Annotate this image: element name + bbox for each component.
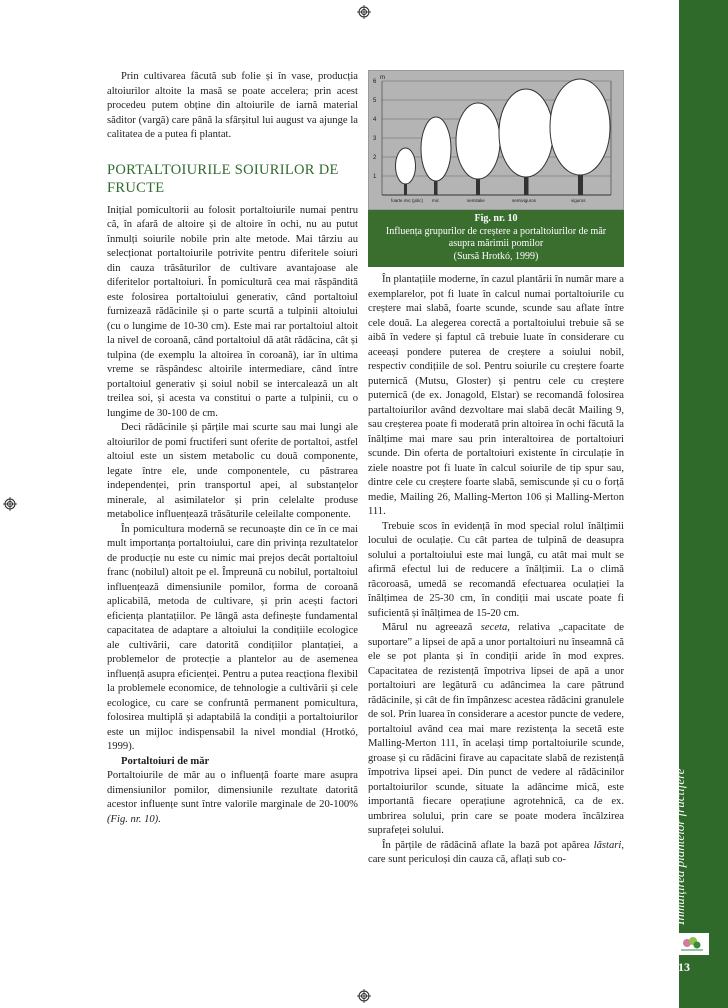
page-number: 13 bbox=[678, 960, 690, 974]
left-column bbox=[107, 70, 358, 827]
figure-tick-label: 1 bbox=[373, 174, 377, 180]
tree-size-figure bbox=[368, 70, 624, 210]
figure-x-label: foarte mic (pitic) bbox=[391, 198, 424, 203]
publisher-logo-icon bbox=[675, 933, 709, 955]
figure-tick-label: 5 bbox=[373, 98, 377, 104]
figure-source: (Sursă Hrotkó, 1999) bbox=[453, 250, 539, 262]
chapter-side-title: Înmulțirea plantelor fructifere bbox=[672, 768, 687, 925]
figure-tick-label: 4 bbox=[373, 117, 377, 123]
figure-reference: (Fig. nr. 10). bbox=[107, 813, 161, 825]
figure-axis-unit: m bbox=[380, 75, 385, 81]
figure-tick-label: 6 bbox=[373, 79, 377, 85]
figure-caption bbox=[368, 210, 624, 267]
section-title: PORTALTOIURILE SOIURILOR DE FRUCTE bbox=[107, 161, 339, 196]
figure-x-label: semitalie bbox=[467, 198, 485, 203]
tree-shape-small bbox=[421, 117, 451, 195]
body-paragraph bbox=[107, 769, 358, 827]
tree-shape-vigorous bbox=[550, 79, 610, 195]
body-paragraph: În pomicultura modernă se recunoaște din ce în ce mai mult importanța portaltoiului, care din privința rezultatelor de producție nu este cu nimic mai prejos decât portaltoiul franc (nobilul) altoit pe el. Împreună cu nobilul, portaltoiul influențează dimensiunile pomilor, forma de coroană aplicabilă, metoda de cultivare, și prin acești factori eficiența plantațiilor. Pe lângă asta definește fundamental capacitatea de adaptare a altoiului la condițiile ecologice ale cultivării, care datorită condițiilor plantației, a problemelor de protecție a plantelor au de asemenea influență asupra eficienței. Pentru a putea reacționa flexibil la problemele economice, de tehnologie a cultivării și cele ecologice, cu care se confruntă permanent pomicultura, folosirea multiplă și adaptabilă la condiții a portaltoiurilor este un mijloc indispensabil la nivel mondial (Hrotkó, 1999). bbox=[107, 523, 358, 752]
subheading: Portaltoiuri de măr bbox=[121, 755, 210, 767]
body-paragraph: În plantațiile moderne, în cazul plantării în număr mare a exemplarelor, pot fi luate în calcul numai portaltoiurile cu creștere mai slabă, foarte scunde, scunde sau aflate între cele două. La alegerea corectă a portaltoiului trebuie să se aibă în vedere și faptul că trebuie luate în considerare cu aceeași pondere puterea de creștere a soiului nobil, respectiv condițiile de sol. Pentru soiurile cu creștere foarte puternică (Mutsu, Gloster) și pentru cele cu creștere puternică (de ex. Jonagold, Elstar) se recomandă folosirea partaltoiurilor având dezvoltare mai slabă decât Mailing 9, sau creșterea poate fi moderată prin altoirea în ochi făcută la înălțime mai mare sau prin interaltoirea de portaltoiuri scunde. Din oferta de portaltoiuri existente în circulație în ziele noastre pot fi luate în calcul soiurile de tip spur sau, dintre cele cu creștere foarte slabă, semiscunde și cu o forță medie, Mailing 26, Malling-Merton 106 și Malling-Merton 111. bbox=[368, 274, 624, 517]
body-paragraph bbox=[368, 621, 624, 839]
registration-mark-icon bbox=[357, 5, 371, 19]
body-paragraph bbox=[368, 839, 624, 868]
registration-mark-icon bbox=[3, 497, 17, 511]
tree-shape-very-small bbox=[396, 148, 416, 195]
figure-x-label: semiviguros bbox=[512, 198, 537, 203]
figure-x-label: mic bbox=[432, 198, 439, 203]
registration-mark-icon bbox=[357, 989, 371, 1003]
figure-label: Fig. nr. 10 bbox=[474, 213, 518, 224]
paragraph-text: În părțile de rădăcină aflate la bază pot apărea bbox=[382, 839, 594, 851]
tree-shape-semi-vigorous bbox=[499, 89, 553, 195]
emphasis-text: lăstari bbox=[593, 839, 622, 851]
figure-caption-text: Influența grupurilor de creștere a portaltoiurilor de măr asupra mărimii pomilor bbox=[385, 225, 607, 249]
paragraph-text: , care sunt periculoși din cauza că, aflați sub co- bbox=[368, 839, 624, 865]
right-column bbox=[368, 70, 624, 868]
paragraph-text: , relativa „capacitate de suportare” a lipsei de apă a unor portaltoiuri nu înseamnă că ele se pot planta și în condiții aride în mod expres. Capacitatea de rezistență împotriva lipsei de apă a unor portaltoiuri are legătură cu adâncimea la care pătrund rădăcinile, și cât de fin împânzesc acestea rădăcini granulele de sol. Prin luarea în considerare a acestor puncte de vedere, portaltoiul având cea mai mare rezistența la secetă este Malling-Merton 111, în același timp portaltoiurile scunde, groase și cu rădăcini firave au capacitate slabă de rezistență împotriva lipsei apei. Din punct de vedere al rădăcinilor portaltoiurilor scunde, situate la adâncime mică, este importantă fiecare operațiune agrotehnică, ca de ex. umbrirea solului, prin care se poate modera încălzirea suprafeței solului. bbox=[368, 622, 624, 836]
tree-shape-semi-dwarf bbox=[456, 103, 500, 195]
emphasis-text: seceta bbox=[480, 622, 508, 633]
paragraph-text: Portaltoiurile de măr au o influență foarte mare asupra dimensiunilor pomilor, dimensiunile rezultate datorită acestor influențe sunt între valorile marginale de 20-100% bbox=[107, 770, 358, 810]
body-paragraph: Inițial pomicultorii au folosit portaltoiurile numai pentru că, în afară de altoire și de altoire în ochi, nu au putut înmulți soiurile nobile prin alte metode. Mai târziu au selecționat portaltoiurile potrivite pentru diferitele soiuri din cauza trăsăturilor de cultivare avantajoase ale diferitelor portaltoiuri. În pomicultură cea mai răspândită este folosirea portaltoiului generativ, când portaltoiul furnizează rădăcinile și o parte scurtă a tulpinii altoiului (cu o lungime de 10-30 cm). Este mai rar portaltoiul altoit la nivel de coroană, când portaltoiul dă atât rădăcina, cât și tulpina (de exemplu la altoirea în coroană), iar în ultima vreme se răspândesc altoirile intermediare, când între portaltoiul generativ și soiul nobil se intercalează un alt treilea soi, și acesta va constitui o parte a tulpinii, cu o lungime de 30-100 de cm. bbox=[107, 204, 358, 419]
intro-paragraph: Prin cultivarea făcută sub folie și în vase, producția altoiurilor altoite la masă se poate accelera; prin acest procedeu putem obține din altoiurile de iarnă material săditor (vargă) care până la sfârșitul lui august va ajunge la calitatea de a putea fi plantat. bbox=[107, 71, 358, 140]
paragraph-text: Mărul nu agreează bbox=[382, 622, 481, 633]
body-paragraph: Trebuie scos în evidență în mod special rolul înălțimii locului de oculație. Cu cât partea de tulpină de deasupra solului a portaltoiului este mai lungă, cu atât mai mult se afirmă efectul lui de reducere a înălțimii. La o climă răcoroasă, umedă se recomandă efectuarea oculației la înălțimea de 25-30 cm, în condiții mai uscate poate fi suficientă și înălțimea de 15-20 cm. bbox=[368, 520, 624, 619]
figure-tick-label: 2 bbox=[373, 155, 377, 161]
body-paragraph: Deci rădăcinile și părțile mai scurte sau mai lungi ale altoiurilor de pomi fructiferi sunt oferite de portaltoi, astfel altoiul este un sistem metabolic cu două componente, legate între ele, unde componentele, cu păstrarea independenței, prin transportul apei, al substanțelor minerale, al asimilatelor și prin celelalte produse metabolice influențează trăsăturile celeilalte componente. bbox=[107, 422, 358, 520]
figure-tick-label: 3 bbox=[373, 136, 377, 142]
tree-size-illustration bbox=[369, 71, 623, 209]
figure-x-label: viguros bbox=[571, 198, 586, 203]
